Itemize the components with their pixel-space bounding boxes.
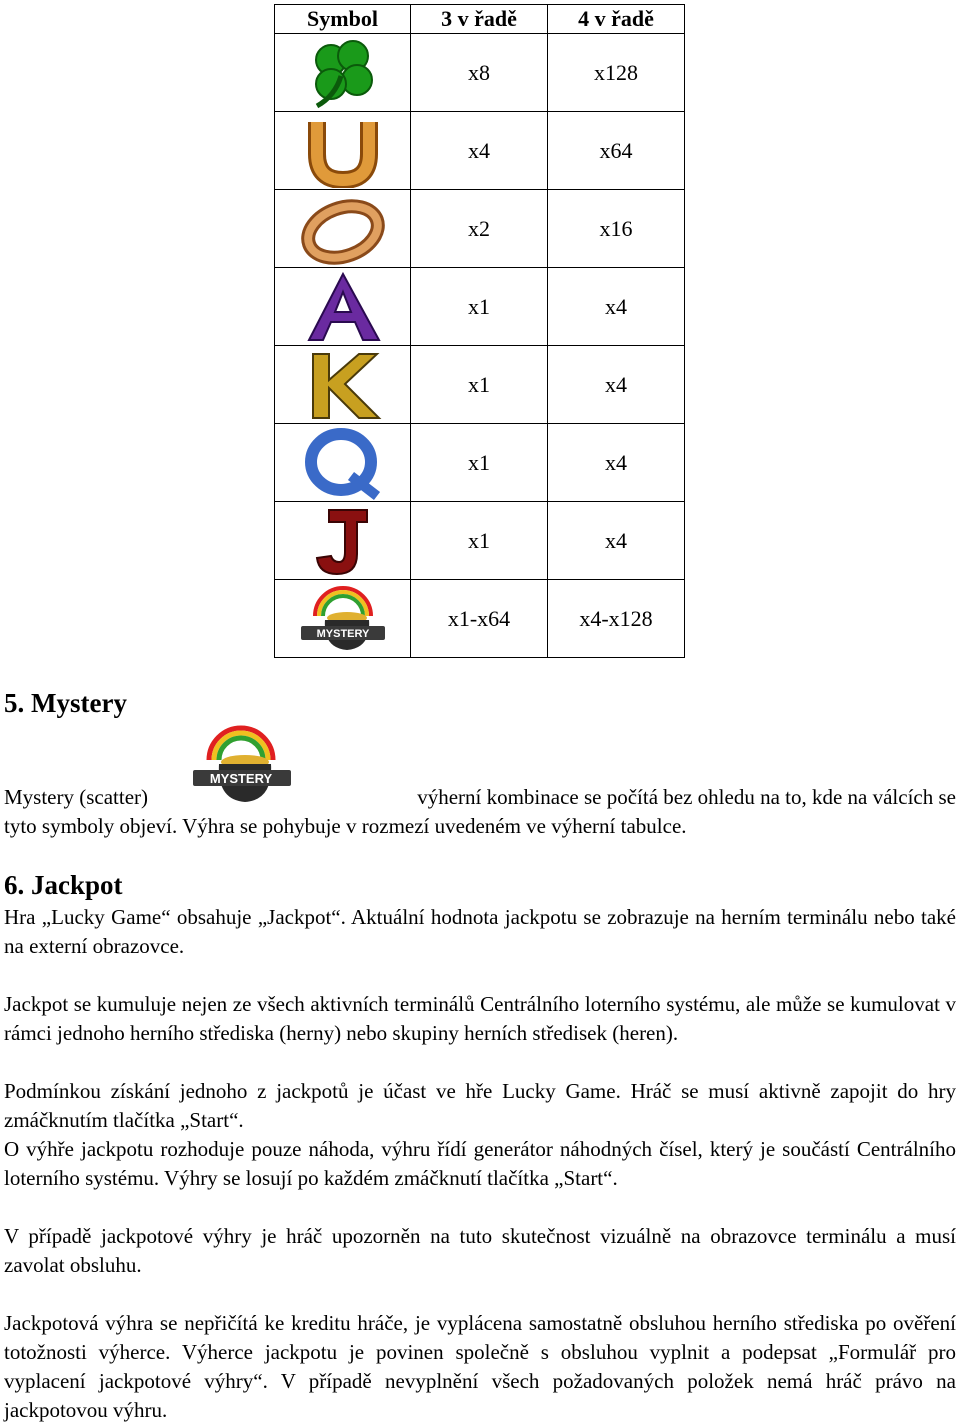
paytable-header-row	[275, 5, 685, 34]
jackpot-paragraph-2: Jackpot se kumuluje nejen ze všech aktivních terminálů Centrálního loterního systému, ale může se kumulovat v rámci jednoho herního střediska (herny) nebo skupiny herních středisek (heren).	[4, 992, 956, 1045]
symbol-cell	[275, 346, 411, 424]
horseshoe-icon	[295, 114, 391, 188]
letter-j-icon	[295, 504, 391, 578]
table-row	[275, 34, 685, 112]
svg-text:MYSTERY: MYSTERY	[316, 627, 369, 640]
three-in-row-value: x1-x64	[411, 580, 548, 658]
four-in-row-value: x4	[548, 268, 685, 346]
four-in-row-value: x4	[548, 502, 685, 580]
mystery-line-2: tyto symboly objeví. Výhra se pohybuje v rozmezí uvedeném ve výherní tabulce.	[4, 814, 687, 838]
jackpot-paragraph-5: V případě jackpotové výhry je hráč upozorněn na tuto skutečnost vizuálně na obrazovce terminálu a musí zavolat obsluhu.	[4, 1224, 956, 1277]
table-row	[275, 580, 685, 658]
three-in-row-value: x4	[411, 112, 548, 190]
header-symbol: Symbol	[275, 5, 411, 34]
three-in-row-value: x1	[411, 502, 548, 580]
symbol-cell	[275, 34, 411, 112]
three-in-row-value: x2	[411, 190, 548, 268]
mystery-pot-icon	[185, 720, 297, 806]
four-in-row-value: x128	[548, 34, 685, 112]
jackpot-paragraph-3: Podmínkou získání jednoho z jackpotů je účast ve hře Lucky Game. Hráč se musí aktivně zapojit do hry zmáčknutím tlačítka „Start“.	[4, 1079, 956, 1132]
header-four-in-row: 4 v řadě	[548, 5, 685, 34]
section-5-heading: 5. Mystery	[4, 688, 127, 718]
table-row	[275, 190, 685, 268]
jackpot-paragraph-6: Jackpotová výhra se nepřičítá ke kreditu hráče, je vyplácena samostatně obsluhou herního střediska po ověření totožnosti výherce. Výherce jackpotu je povinen společně s obsluhou vyplnit a podepsat „Formulář pro vyplacení jackpotové výhry“. V případě nevyplnění všech požadovaných položek nemá hráč právo na jackpotovou výhru.	[4, 1311, 956, 1422]
header-three-in-row: 3 v řadě	[411, 5, 548, 34]
three-in-row-value: x1	[411, 424, 548, 502]
clover-icon	[295, 36, 391, 110]
four-in-row-value: x4	[548, 424, 685, 502]
four-in-row-value: x4	[548, 346, 685, 424]
symbol-cell	[275, 502, 411, 580]
four-in-row-value: x4-x128	[548, 580, 685, 658]
four-in-row-value: x64	[548, 112, 685, 190]
ring-icon	[295, 192, 391, 266]
symbol-cell	[275, 424, 411, 502]
mystery-line-left: Mystery (scatter)	[4, 785, 149, 809]
symbol-cell	[275, 268, 411, 346]
letter-a-icon	[295, 270, 391, 344]
table-row	[275, 502, 685, 580]
three-in-row-value: x8	[411, 34, 548, 112]
letter-k-icon	[295, 348, 391, 422]
mystery-line-right: výherní kombinace se počítá bez ohledu na to, kde na válcích se	[417, 785, 956, 809]
symbol-cell	[275, 580, 411, 658]
paytable	[274, 4, 685, 658]
jackpot-paragraph-4: O výhře jackpotu rozhoduje pouze náhoda, výhru řídí generátor náhodných čísel, který je součástí Centrálního loterního systému. Výhry se losují po každém zmáčknutí tlačítka „Start“.	[4, 1137, 956, 1190]
symbol-cell	[275, 112, 411, 190]
letter-q-icon	[295, 426, 391, 500]
table-row	[275, 268, 685, 346]
four-in-row-value: x16	[548, 190, 685, 268]
table-row	[275, 112, 685, 190]
three-in-row-value: x1	[411, 268, 548, 346]
three-in-row-value: x1	[411, 346, 548, 424]
svg-text:MYSTERY: MYSTERY	[209, 771, 273, 786]
jackpot-paragraph-1: Hra „Lucky Game“ obsahuje „Jackpot“. Aktuální hodnota jackpotu se zobrazuje na herním terminálu nebo také na externí obrazovce.	[4, 905, 956, 958]
section-6-heading: 6. Jackpot	[4, 870, 123, 900]
mystery-pot-icon	[295, 582, 391, 656]
symbol-cell	[275, 190, 411, 268]
table-row	[275, 346, 685, 424]
table-row	[275, 424, 685, 502]
